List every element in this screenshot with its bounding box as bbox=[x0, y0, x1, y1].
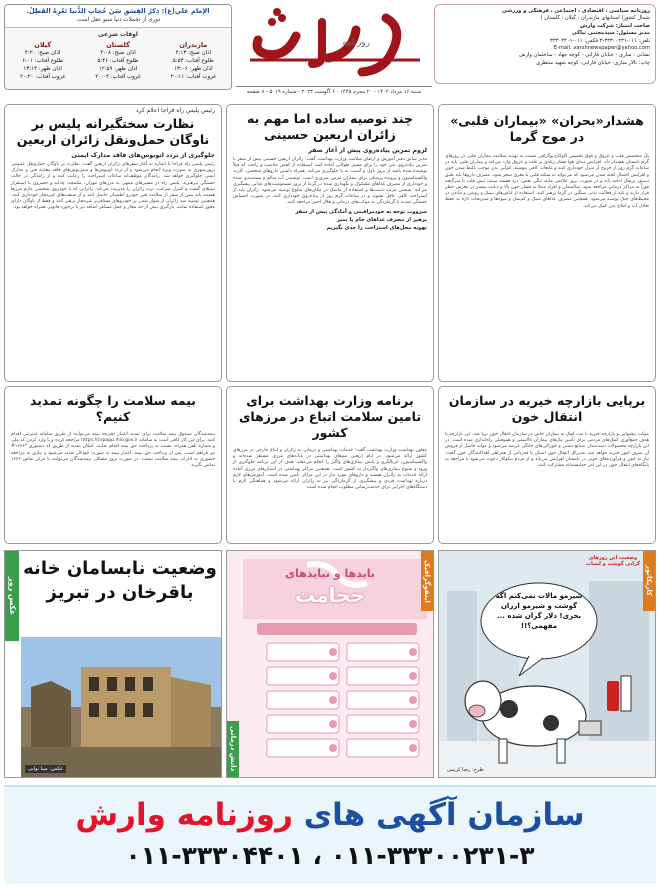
article-kicker: رئیس پلیس راه فراجا اعلام کرد bbox=[135, 107, 215, 114]
prayer-title: اوقات شرعی bbox=[98, 31, 138, 38]
azan-zohr: اذان ظهر: ۱۳:۰۶ bbox=[174, 66, 213, 72]
pub-line: تلفن: ۰۱۱-۳۳۳۰۰۲۳۱-۳ فکس: ۰۱۱-۳۳۳۰۴۴۰۱ bbox=[550, 37, 650, 44]
hadith-quote bbox=[5, 5, 231, 28]
cupping-title-small: بایدها و نبایدهای bbox=[284, 567, 376, 580]
prayer-city bbox=[9, 41, 77, 81]
article-title: چند توصیه ساده اما مهم به زائران اربعین حسینی bbox=[247, 111, 413, 142]
cartoon-bubble-text: شیرمو مالات نمی‌کنم اگه گوشت و شیرمو ارزان بخری! دلار گران شده ... مفهمی؟!! bbox=[495, 592, 583, 630]
article-body: رئیس پلیس راه فراجا با اشاره به آغاز سفرهای زائران اربعین گفت: نظارت بر ناوگان حمل‌ونقل عمومی برون‌شهری به صورت ویژه انجام می‌شود و از تردد اتوبوس‌ها و مینی‌بوس‌های فاقد معاینه فنی و مدارک ایمنی جلوگیری خواهد شد. رانندگان موظف‌اند ساعات استراحت را رعایت کنند و از رانندگی در حالت خستگی بپرهیزند. پلیس راه در مسیرهای منتهی به مرزهای مهران، شلمچه، چذابه و خسروی با استقرار تیم‌های گشت و کنترل سرعت، تردد زائران را مدیریت می‌کند. زائرانی که با خودروی شخصی عازم مرزها هستند باید پیش از سفر از سلامت فنی خودرو اطمینان حاصل کنند و از سبقت‌های غیرمجاز خودداری کنند. همچنین توصیه شد زائران از سوار شدن بر خودروهای مسافربر غیرمجاز پرهیز کنند و فقط از ناوگان دارای مجوز استفاده نمایند. بارگیری بیش از حد مجاز و حمل مسافر اضافه نیز با برخورد قانونی همراه خواهد بود. bbox=[11, 162, 215, 211]
ghorub: غروب آفتاب: ۲۰:۰۴ bbox=[95, 74, 141, 80]
photo-tab: عکس روز bbox=[5, 551, 19, 641]
cartoon-panel bbox=[438, 550, 656, 778]
azan-sobh: اذان صبح: ۴:۰۸ bbox=[100, 50, 136, 56]
cupping-infographic-panel bbox=[226, 550, 434, 778]
ad-title bbox=[4, 797, 656, 833]
photo-image bbox=[21, 637, 221, 777]
article-body: معاون بهداشت وزارت بهداشت گفت: خدمات بهداشتی و درمانی به زائران و اتباع خارجی در مرزهای کشور ارائه می‌شود. در ایام اربعین تیم‌های بهداشتی در پایانه‌های مرزی مستقر شده‌اند و واکسیناسیون، غربالگری و پایش بیماری‌های واگیر را انجام می‌دهند. هدف از این برنامه جلوگیری از ورود و شیوع بیماری‌های واگیردار به کشور است. همچنین مراکز بهداشتی در استان‌های مرزی آماده ارائه خدمات به زائران هستند و داروهای مورد نیاز در این مراکز تأمین شده است. آموزش‌های لازم درباره بهداشت فردی و پیشگیری از گرمازدگی نیز به زائران ارائه می‌شود و هماهنگی لازم با دستگاه‌های اجرایی برای خدمت‌رسانی مطلوب انجام شده است. bbox=[233, 448, 427, 491]
ad-title-part1: سازمان آگهی های bbox=[303, 797, 585, 833]
article-title: هشدار«بحران» «بیماران قلبی» در موج گرما bbox=[450, 113, 644, 144]
photo-headline: وضعیت نابسامان خانه باقرخان در تبریز bbox=[23, 558, 217, 603]
article-lead: لزوم تمرین پیاده‌روی پیش از آغاز سفر bbox=[308, 147, 427, 154]
advertising-banner bbox=[4, 785, 656, 884]
pub-line: چاپ: تالار ساری- خیابان فارابی- کوچه شهید منتظری bbox=[536, 59, 650, 66]
ad-phone-numbers: ۰۱۱-۳۳۳۰۰۲۳۱-۳ ، ۰۱۱-۳۳۳۰۴۴۰۱ bbox=[125, 841, 535, 870]
article-police-oversight bbox=[4, 104, 222, 382]
infographic-bottom-tab: دانش درمانی bbox=[227, 721, 239, 777]
photo-of-day-panel bbox=[4, 550, 222, 778]
article-title: برپایی بازارچه خیریه در سازمان انتقال خون bbox=[448, 393, 646, 424]
article-lead: جلوگیری از تردد اتوبوس‌های فاقد مدارک ایمنی bbox=[71, 152, 215, 159]
pub-line: روزنامه سیاسی ، اقتصادی ، اجتماعی ، فرهنگی و ورزشی bbox=[501, 8, 650, 14]
pub-line: صاحب امتیاز: شرکت وارش bbox=[580, 22, 650, 29]
cartoon-tab: کاریکاتور bbox=[643, 551, 655, 611]
city-name: گیلان bbox=[34, 41, 52, 49]
azan-sobh: اذان صبح: ۴:۱۳ bbox=[175, 50, 212, 56]
article-body: بیمه‌شدگان صندوق بیمه سلامت برای تمدید اعتبار دفترچه بیمه می‌توانند از طریق سامانه اینترنتی اقدام کنند. برای این کار کافی است به سامانه https://cspapp.ihio.gov.ir مراجعه کرده و با وارد کردن کد ملی و شماره تلفن همراه، نسبت به پرداخت حق بیمه اقدام نمایند. امکان تمدید از طریق کد دستوری *۱۶۶۶# نیز فراهم است. پس از پرداخت حق بیمه، اعتبار بیمه به صورت خودکار تمدید می‌شود و نیازی به مراجعه حضوری به ادارات بیمه سلامت نیست. در صورت بروز مشکل، بیمه‌شدگان می‌توانند با مرکز تماس ۱۶۶۶ تماس بگیرند. bbox=[11, 432, 215, 469]
article-title: بیمه سلامت را چگونه تمدید کنیم؟ bbox=[30, 393, 196, 424]
newspaper-logo bbox=[236, 0, 432, 86]
ghorub: غروب آفتاب: ۲۰:۲۰ bbox=[19, 74, 66, 80]
cartoon-credit: طرح: رضا کریمی bbox=[447, 767, 484, 773]
tolu: طلوع آفتاب: ۶:۰۱ bbox=[22, 58, 64, 64]
article-body: موکب پیشوایی و بازارچه خیریه با نیت کمک به بیماران خاص در سازمان انتقال خون برپا شد. این بازارچه با هدف جمع‌آوری کمک‌های مردمی برای تأمین نیازهای بیماران تالاسمی و هموفیلی راه‌اندازی شده است. در این بازارچه محصولات دست‌ساز، صنایع دستی و خوراکی‌های خانگی عرضه می‌شود و عواید حاصل از فروش آن صرف امور خیریه خواهد شد. مدیرکل انتقال خون استان با قدردانی از همراهی اهداکنندگان خون گفت: نیاز به خون و فرآورده‌های خونی در تابستان افزایش می‌یابد و از مردم نیکوکار دعوت می‌شود با مراجعه به پایگاه‌های انتقال خون در این امر خداپسندانه مشارکت کنند. bbox=[445, 432, 649, 469]
infographic-tab: اینفوگرافیک bbox=[421, 551, 433, 611]
article-insurance bbox=[4, 386, 222, 544]
article-title: نظارت سختگیرانه پلیس بر ناوگان حمل‌ونقل زائران اربعین bbox=[16, 116, 210, 147]
hadith-translation: دوری از تجملات دنیا سبو عقل است. bbox=[75, 17, 161, 23]
pub-line: E-mail: varshnewspaper@yahoo.com bbox=[553, 45, 650, 52]
pub-line: شمال کشور( استانهای مازندران ، گیلان ، گلستان ) bbox=[540, 15, 650, 22]
logo-art bbox=[236, 0, 432, 86]
article-body: یک متخصص قلب و عروق و فوق تخصص اکوکاردیوگرافی نسبت به تهدید سلامت بیماران قلبی در روزهای گرم تابستان هشدار داد. افزایش دمای هوا فشار زیادی بر قلب و عروق وارد می‌کند و بیماران قلبی باید در ساعات گرم روز از خروج از منزل خودداری کنند و مایعات کافی بنوشند. کم‌آبی بدن موجب غلیظ شدن خون و افزایش احتمال لخته شدن می‌شود که می‌تواند به سکته قلبی یا مغزی منجر شود. مصرف داروها باید طبق دستور پزشک ادامه یابد و در صورت بروز علائمی مانند تنگی نفس، درد قفسه سینه، تپش قلب یا سرگیجه فوراً به مراکز درمانی مراجعه شود. سالمندان و افراد مبتلا به فشار خون بالا و دیابت بیشتر در معرض خطر قرار دارند و باید از فعالیت بدنی سنگین در گرما پرهیز کنند. استفاده از لباس‌های سبک و روشن و ماندن در محیط‌های خنک توصیه می‌شود. همچنین مصرف غذاهای سبک و کم‌نمک و میوه‌ها و سبزیجات تازه به حفظ تعادل آب و املاح بدن کمک می‌کند. bbox=[445, 154, 649, 209]
photo-credit: عکس: مینا نوابی bbox=[25, 765, 66, 773]
azan-zohr: اذان ظهر: ۱۳:۱۴ bbox=[23, 66, 62, 72]
article-subhead: سرووت توجه به خودمراقبتی و آمادگی پیش از سفر bbox=[295, 208, 427, 215]
pub-line: نشانی : ساری - خیابان فارابی - کوچه جهاد - ساختمان وارش bbox=[519, 52, 650, 59]
cartoon-corner-note: وضعیت این روزهای گرانی گوشت و لبنیات bbox=[585, 555, 641, 567]
cupping-title-big: حجامت bbox=[295, 583, 365, 607]
logo-subtitle: روزنامه bbox=[342, 38, 370, 48]
article-title: برنامه وزارت بهداشت برای تامین سلامت اتباع در مرزهای کشور bbox=[238, 393, 422, 440]
article-border-health bbox=[226, 386, 434, 544]
city-name: گلستان bbox=[106, 41, 130, 49]
ad-title-red: روزنامه وارش bbox=[75, 797, 293, 833]
publication-info bbox=[434, 4, 656, 84]
prayer-times-box bbox=[4, 4, 232, 90]
prayer-city bbox=[159, 41, 227, 81]
article-body: مدیر سابق دفتر آموزش و ارتقای سلامت وزارت بهداشت گفت: زائران اربعین حسینی پیش از سفر با تمرین پیاده‌روی بدن خود را برای مسیر طولانی آماده کنند. استفاده از کفش مناسب و راحت که قبلاً پوشیده شده باشد از بروز تاول و آسیب به پا جلوگیری می‌کند. همراه داشتن داروهای شخصی، کارت واکسیناسیون و پرونده پزشکی برای بیماران مزمن ضروری است. نوشیدن آب سالم و بسته‌بندی شده و خودداری از مصرف غذاهای مشکوک و نگهداری شده در گرما از بروز مسمومیت‌های غذایی پیشگیری می‌کند. شستن مرتب دست‌ها و استفاده از ماسک در مکان‌های شلوغ توصیه می‌شود. زائران باید از استراحت کافی غافل نشوند و در ساعات گرم روز از پیاده‌روی خودداری کنند. در صورت احساس خستگی شدید یا گرمازدگی به موکب‌های درمانی و هلال احمر مراجعه کنند. bbox=[233, 157, 427, 206]
cartoon-illustration bbox=[439, 551, 656, 778]
article-heart-warning bbox=[438, 104, 656, 382]
ghorub: غروب آفتاب: ۲۰:۱۱ bbox=[170, 74, 217, 80]
masthead bbox=[0, 0, 660, 96]
article-subhead: تهویه محل‌های استراحت را جدی بگیریم bbox=[326, 225, 427, 232]
article-charity-bazaar bbox=[438, 386, 656, 544]
city-name: مازندران bbox=[179, 41, 208, 49]
issue-line: شنبه ۱۶ مرداد ۱۴۰۲ - ۲۰ محرم ۱۴۴۵ - ۶ آگوست ۲۰۲۳ - شماره ۵۰۱۹ - ۸ صفحه bbox=[236, 86, 432, 96]
azan-sobh: اذان صبح: ۴:۲۰ bbox=[24, 50, 61, 56]
pub-line: مدیر مسئول: سیدمجتبی نیاکی bbox=[571, 30, 650, 37]
prayer-columns bbox=[5, 41, 231, 81]
tolu: طلوع آفتاب: ۵:۴۶ bbox=[97, 58, 139, 64]
tolu: طلوع آفتاب: ۵:۵۳ bbox=[172, 58, 214, 64]
hadith-text: الإمام علي(ع): ذِكرُ الفِسَقِ سَنَ حُجابِ الدُّنيا تَعْرِهُ الفَطِلْ. bbox=[26, 7, 210, 15]
article-subhead: پرهیز از مصرف غذاهای خام یا تمیز bbox=[336, 216, 427, 223]
azan-zohr: اذان ظهر: ۱۲:۵۹ bbox=[98, 66, 138, 72]
prayer-city bbox=[84, 41, 152, 81]
article-arbaeen-tips bbox=[226, 104, 434, 382]
